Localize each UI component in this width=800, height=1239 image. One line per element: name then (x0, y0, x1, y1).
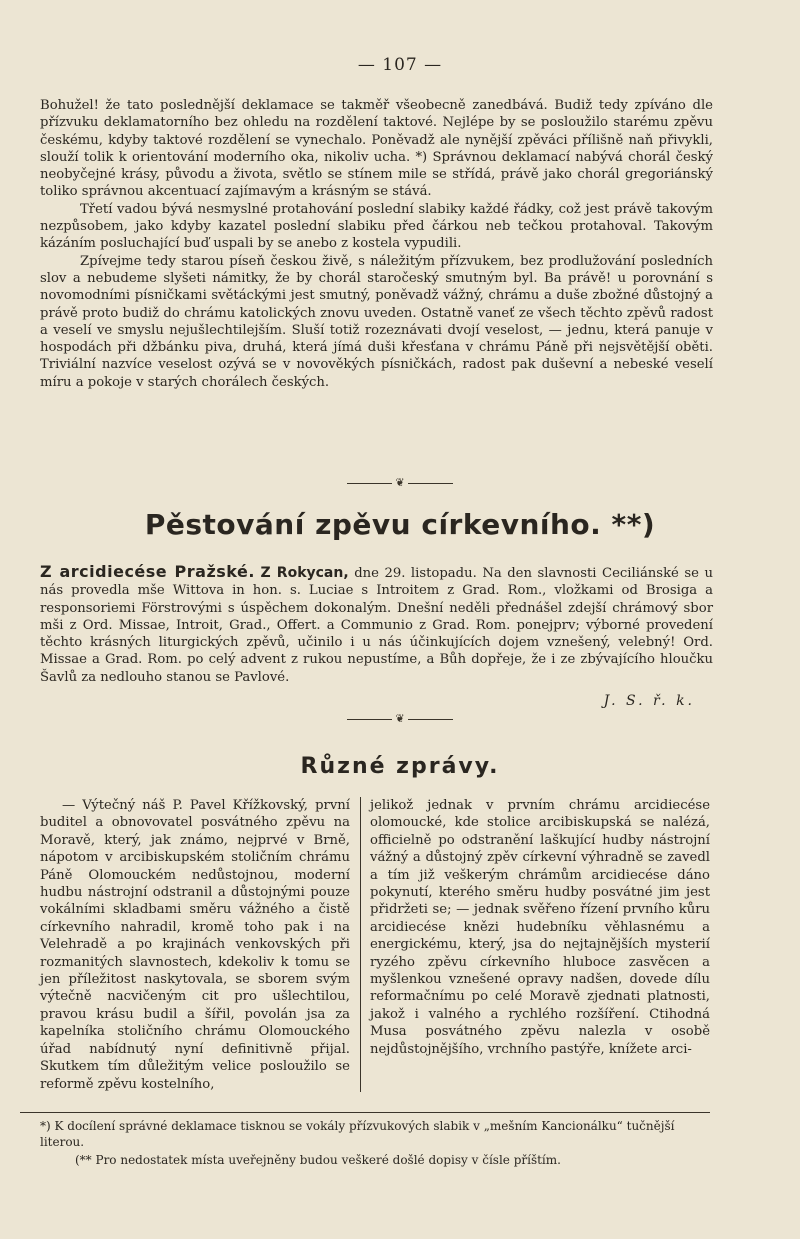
column-left (40, 797, 350, 1093)
intro-text (40, 97, 713, 391)
news-heading: Různé zprávy. (300, 754, 500, 779)
column-divider (360, 797, 361, 1092)
section-heading: Pěstování zpěvu církevního. **) (144, 508, 656, 541)
page-number: — 107 — (357, 55, 443, 75)
paragraph: Bohužel! že tato poslednější deklamace se takměř všeobecně zanedbává. Budiž tedy zpíváno dle přízvuku deklamatorního bez ohledu na rozdělení taktové. Nejlépe by se posloužilo starému zpěvu českému, kdyby taktové rozdělení se vynechalo. Poněvadž ale nynější zpěváci přílišně naň přivykli, slouží tolik k orientování moderního oka, nikoliv ucha. *) Správnou deklamací nabývá chorál český neobyčejné krásy, původu a života, světlo se stínem mile se střídá, právě jako chorál gregoriánský toliko správnou akcentuací zajímavým a krásným se stává. (40, 98, 713, 200)
paragraph: Zpívejme tedy starou píseň českou živě, s náležitým přízvukem, bez prodlužování posledních slov a nebudeme slyšeti námitky, že by chorál staročeský smutným byl. Ba právě! u porovnání s novomodními písničkami světáckými jest smutný, poněvadž vážný, chrámu a duše zbožné důstojný a právě proto budiž do chrámu katolických znovu uveden. Ostatně vaneť ze všech těchto zpěvů radost a veselí ve smyslu nejušlechtilejším. Sluší totiž rozeznávati dvojí veselost, — jednu, která panuje v hospodách při džbánku piva, druhá, která jímá duši křesťana v chrámu Páně při nejsvětější oběti. Triviální nazvíce veselost ozývá se v novověkých písničkách, radost pak duševní a nebeské veselí míru a pokoje v starých chorálech českých. (40, 253, 713, 390)
column-right (370, 797, 710, 1058)
diocese-subheading: Z arcidiecése Pražské. (40, 562, 255, 581)
paragraph: — Výtečný náš P. Pavel Křížkovský, první buditel a obnovovatel posvátného zpěvu na Moravě, který, jak známo, nejprvé v Brně, nápotom v arcibiskupském stoličním chrámu Páně Olomouckém nedůstojnou, moderní hudbu nástrojní odstranil a důstojnými pouze vokálními skladbami směru vážného a čistě církevního nahradil, kromě toho pak i na Velehradě a po krajinách venkovských při rozmanitých slavnostech, kdekoliv k tomu se jen příležitost naskytovala, se sborem svým výtečně nacvičeným cit pro ušlechtilou, pravou krásu budil a šířil, povolán jsa za kapelníka stoličního chrámu Olomouckého úřad nabídnutý nyní definitivně přijal. Skutkem tím důležitým velice posloužilo se reformě zpěvu kostelního, (40, 798, 350, 1092)
footnote: (** Pro nedostatek místa uveřejněny budou veškeré došlé dopisy v čísle příštím. (75, 1153, 561, 1167)
ornament-divider: ❦ (0, 712, 800, 725)
report-text (40, 563, 713, 686)
signature: J. S. ř. k. (603, 693, 695, 709)
ornament-divider: ❦ (0, 476, 800, 489)
paragraph: jelikož jednak v prvním chrámu arcidiecése olomoucké, kde stolice arcibiskupská se nalézá, officielně po odstranění laškující hudby nástrojní vážný a důstojný zpěv církevní výhradně se zavedl a tím již veškerým chrámům arcidiecése dáno pokynutí, kterého směru hudby posvátné jim jest přidržeti se; — jednak svěřeno řízení prvního kůru arcidiecése knězi hudebníku věhlasnému a energickému, který, jsa do nejtajnějších mysterií ryzého zpěvu církevního hluboce zasvěcen a myšlenkou vznešené opravy nadšen, dovede dílu reformačnímu po celé Moravě zjednati platnosti, jakož i valného a rychlého rozšíření. Ctihodná Musa posvátného zpěvu nalezla v osobě nejdůstojnějšího, vrchního pastýře, knížete arci- (370, 798, 710, 1057)
footnote: *) K docílení správné deklamace tisknou se vokály přízvukových slabik v „mešním Kancionálku“ tučnější literou. (40, 1119, 675, 1149)
report-body: dne 29. listopadu. Na den slavnosti Ceciliánské se u nás provedla mše Wittova in hon. s. Luciae s Introitem z Grad. Rom., vložkami od Brosiga a responsoriemi Förstrovými s úspěchem dokonalým. Dnešní neděli přednášel zdejší chrámový sbor mši z Ord. Missae, Introit, Grad., Offert. a Communio z Grad. Rom. ponejprv; výborné provedení těchto krásných liturgických zpěvů, učinilo i u nás účinkujících dojem vznešený, velebný! Ord. Missae a Grad. Rom. po celý advent z rukou nepustíme, a Bůh dopřeje, že i ze zbývajícího hloučku Šavlů za nedlouho stanou se Pavlové. (40, 566, 713, 685)
paragraph: Třetí vadou bývá nesmyslné protahování poslední slabiky každé řádky, což jest právě takovým nezpůsobem, jako kdyby kazatel poslední slabiku před čárkou neb tečkou protahoval. Takovým kázáním posluchající buď uspali by se anebo z kostela vypudili. (40, 201, 713, 252)
place-name: Z Rokycan, (260, 565, 349, 581)
footnote-rule (20, 1112, 710, 1113)
paragraph (40, 563, 713, 686)
